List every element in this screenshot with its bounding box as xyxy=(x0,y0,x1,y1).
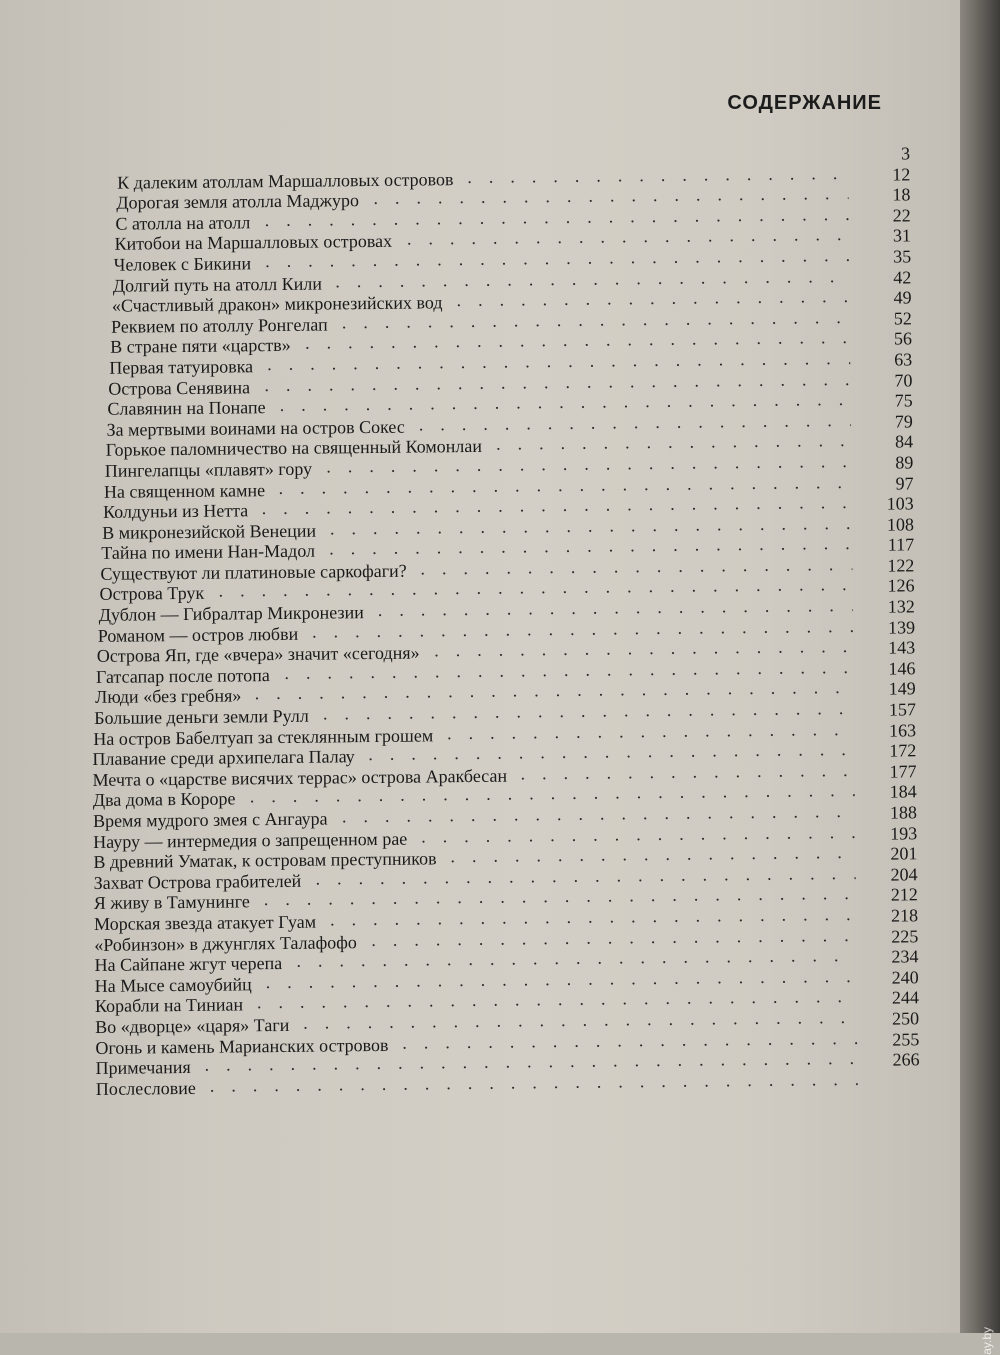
toc-entry-title: Горькое паломничество на священный Комонлаи xyxy=(106,436,482,461)
toc-entry-title: На священном камне xyxy=(104,480,265,502)
toc-entry-page: 146 xyxy=(855,658,915,679)
dot-leader: .............................................. xyxy=(303,1007,857,1033)
dot-leader: .............................................. xyxy=(316,863,856,889)
toc-entry-title: Время мудрого змея с Ангаура xyxy=(93,809,328,832)
toc-entry-title: Мечта о «царстве висячих террас» острова Аракбесан xyxy=(92,765,507,790)
toc-entry-page: 79 xyxy=(853,411,913,432)
toc-entry-page: 103 xyxy=(854,493,914,514)
toc-entry-title: В микронезийской Венеции xyxy=(102,520,316,543)
dot-leader: .............................................. xyxy=(420,554,852,579)
dot-leader: .............................................. xyxy=(450,842,855,866)
toc-entry-page: 18 xyxy=(850,185,910,206)
toc-entry-title: К далеким атоллам Маршалловых островов xyxy=(117,169,453,193)
toc-entry-page: 157 xyxy=(856,699,916,720)
dot-leader: .............................................. xyxy=(280,389,851,415)
toc-entry-page: 250 xyxy=(859,1008,919,1029)
toc-entry-title: В стране пяти «царств» xyxy=(110,335,291,357)
toc-entry-page: 234 xyxy=(858,946,918,967)
toc-entry-page: 163 xyxy=(856,720,916,741)
toc-entry-page: 266 xyxy=(859,1049,919,1070)
toc-entry-page: 52 xyxy=(852,308,912,329)
toc-entry-page: 212 xyxy=(858,885,918,906)
toc-entry-page: 70 xyxy=(852,370,912,391)
toc-entry-title: На остров Бабелтуап за стеклянным грошем xyxy=(93,725,433,749)
toc-entry-page xyxy=(860,1070,920,1071)
page-edge xyxy=(960,0,1000,1333)
dot-leader: .............................................. xyxy=(305,327,850,353)
toc-entry-page: 3 xyxy=(850,143,910,164)
toc-entry-title: Острова Трук xyxy=(99,583,204,605)
dot-leader: .............................................. xyxy=(266,966,857,992)
toc-entry-title: Пингелапцы «плавят» гору xyxy=(105,459,312,482)
toc-entry-title: Морская звезда атакует Гуам xyxy=(94,912,316,935)
toc-entry-title: Большие деньги земли Рулл xyxy=(94,706,309,729)
toc-entry-title: Романом — остров любви xyxy=(98,623,299,646)
toc-entry-page: 89 xyxy=(853,452,913,473)
toc-entry-title: «Счастливый дракон» микронезийских вод xyxy=(112,292,443,316)
dot-leader: .............................................. xyxy=(342,801,855,826)
dot-leader: .............................................. xyxy=(421,822,855,847)
table-of-contents xyxy=(86,143,920,1099)
dot-leader: .............................................. xyxy=(447,719,854,743)
toc-entry-page: 49 xyxy=(851,288,911,309)
toc-entry-title: Долгий путь на атолл Кили xyxy=(113,273,322,296)
dot-leader: .............................................. xyxy=(267,348,850,374)
dot-leader: .............................................. xyxy=(262,492,852,518)
toc-entry-title: Люди «без гребня» xyxy=(95,686,241,708)
toc-entry-page: 126 xyxy=(854,576,914,597)
toc-entry-page: 184 xyxy=(857,782,917,803)
toc-entry-title: Дублон — Гибралтар Микронезии xyxy=(99,602,364,625)
toc-entry-title: Захват Острова грабителей xyxy=(94,871,302,894)
toc-entry-page: 143 xyxy=(855,638,915,659)
dot-leader: .............................................. xyxy=(312,616,853,642)
toc-entry-title: Дорогая земля атолла Маджуро xyxy=(116,190,359,213)
toc-entry-title: Реквием по атоллу Ронгелап xyxy=(111,314,328,337)
toc-entry-page: 97 xyxy=(853,473,913,494)
toc-entry-title: Острова Яп, где «вчера» значит «сегодня» xyxy=(97,643,420,667)
toc-entry-title: Я живу в Тамунинге xyxy=(94,892,250,914)
dot-leader: .............................................. xyxy=(467,163,848,187)
toc-entry-page: 204 xyxy=(858,864,918,885)
toc-entry-title: Во «дворце» «царя» Таги xyxy=(95,1015,289,1038)
dot-leader: .............................................. xyxy=(329,533,852,558)
toc-entry-page: 244 xyxy=(859,988,919,1009)
toc-entry-page: 255 xyxy=(859,1029,919,1050)
dot-leader: .............................................. xyxy=(335,266,849,291)
toc-entry-title: Тайна по имени Нан-Мадол xyxy=(101,541,315,564)
toc-entry-page: 225 xyxy=(858,926,918,947)
dot-leader: .............................................. xyxy=(434,636,853,660)
dot-leader: .............................................. xyxy=(219,574,853,601)
toc-entry-page: 201 xyxy=(857,844,917,865)
toc-entry-title: За мертвыми воинами на остров Сокес xyxy=(106,416,404,440)
toc-entry-page: 31 xyxy=(851,226,911,247)
dot-leader: .............................................. xyxy=(257,986,857,1012)
toc-entry-page: 56 xyxy=(852,329,912,350)
toc-entry-title: Гатсапар после потопа xyxy=(96,665,270,687)
dot-leader: .............................................. xyxy=(204,1048,857,1075)
toc-entry-title: Науру — интермедия о запрещенном рае xyxy=(93,828,407,852)
toc-entry-title: В древний Уматак, к островам преступников xyxy=(93,849,436,873)
watermark xyxy=(980,1327,994,1355)
dot-leader: .............................................. xyxy=(407,224,849,249)
toc-entry-title: Китобои на Маршалловых островах xyxy=(114,231,392,254)
toc-entry-page: 172 xyxy=(856,741,916,762)
dot-leader: .............................................. xyxy=(278,472,851,498)
toc-entry-title: Примечания xyxy=(95,1057,190,1079)
toc-entry-title: Славянин на Понапе xyxy=(107,397,265,419)
toc-entry-page: 188 xyxy=(857,802,917,823)
dot-leader: .............................................. xyxy=(255,677,854,703)
dot-leader: .............................................. xyxy=(326,451,851,476)
dot-leader: .............................................. xyxy=(296,945,856,971)
toc-entry-page: 42 xyxy=(851,267,911,288)
dot-leader: .............................................. xyxy=(330,513,852,538)
dot-leader: .............................................. xyxy=(284,657,853,683)
toc-entry-page: 35 xyxy=(851,246,911,267)
toc-entry-page: 84 xyxy=(853,432,913,453)
toc-entry-title: Существуют ли платиновые саркофаги? xyxy=(100,561,407,585)
toc-entry-title: Первая татуировка xyxy=(109,356,253,378)
toc-entry-page: 149 xyxy=(856,679,916,700)
dot-leader: .............................................. xyxy=(456,286,849,310)
dot-leader: .............................................. xyxy=(264,369,850,395)
toc-entry-title: Корабли на Тиниан xyxy=(95,995,243,1017)
toc-entry-page: 63 xyxy=(852,349,912,370)
toc-entry-title: На Мысе самоубийц xyxy=(95,974,252,996)
toc-entry-page: 12 xyxy=(850,164,910,185)
toc-entry-page: 75 xyxy=(853,390,913,411)
toc-heading: СОДЕРЖАНИЕ xyxy=(727,92,882,115)
dot-leader: .............................................. xyxy=(419,410,851,435)
toc-entry-title: С атолла на атолл xyxy=(115,212,250,234)
dot-leader: .............................................. xyxy=(342,307,850,332)
toc-entry xyxy=(96,1070,920,1099)
toc-entry-title: Колдуньи из Нетта xyxy=(103,500,248,522)
toc-entry-title: Два дома в Короре xyxy=(93,789,236,811)
toc-entry-title: На Сайпане жгут черепа xyxy=(94,953,282,976)
dot-leader: .............................................. xyxy=(378,595,853,620)
toc-entry-title: Послесловие xyxy=(96,1078,196,1100)
toc-entry-page: 240 xyxy=(859,967,919,988)
dot-leader: .............................................. xyxy=(210,1069,858,1096)
toc-entry-page: 193 xyxy=(857,823,917,844)
toc-entry-title: Острова Сенявина xyxy=(108,377,250,399)
dot-leader: .............................................. xyxy=(323,698,854,724)
toc-entry-page: 218 xyxy=(858,905,918,926)
toc-entry-page: 108 xyxy=(854,514,914,535)
toc-entry-page: 132 xyxy=(855,596,915,617)
dot-leader: .............................................. xyxy=(265,204,849,230)
dot-leader: .............................................. xyxy=(264,883,856,909)
toc-entry-page: 177 xyxy=(856,761,916,782)
toc-entry-page: 117 xyxy=(854,535,914,556)
dot-leader: .............................................. xyxy=(250,780,855,806)
toc-entry-page: 139 xyxy=(855,617,915,638)
dot-leader: .............................................. xyxy=(520,760,854,783)
dot-leader: .............................................. xyxy=(265,245,849,271)
dot-leader: .............................................. xyxy=(368,739,854,764)
dot-leader: .............................................. xyxy=(402,1028,857,1053)
toc-entry-title: Огонь и камень Марианских островов xyxy=(95,1034,388,1058)
dot-leader: .............................................. xyxy=(371,925,856,950)
toc-entry-page: 22 xyxy=(851,205,911,226)
toc-entry-title: Плавание среди архипелага Палау xyxy=(92,746,355,769)
toc-entry-page: 122 xyxy=(854,555,914,576)
dot-leader: .............................................. xyxy=(496,430,851,454)
dot-leader: .............................................. xyxy=(373,183,848,208)
toc-entry-title: Человек с Бикини xyxy=(114,253,252,275)
toc-entry-title: «Робинзон» в джунглях Талафофо xyxy=(94,932,357,955)
dot-leader: .............................................. xyxy=(330,904,856,930)
